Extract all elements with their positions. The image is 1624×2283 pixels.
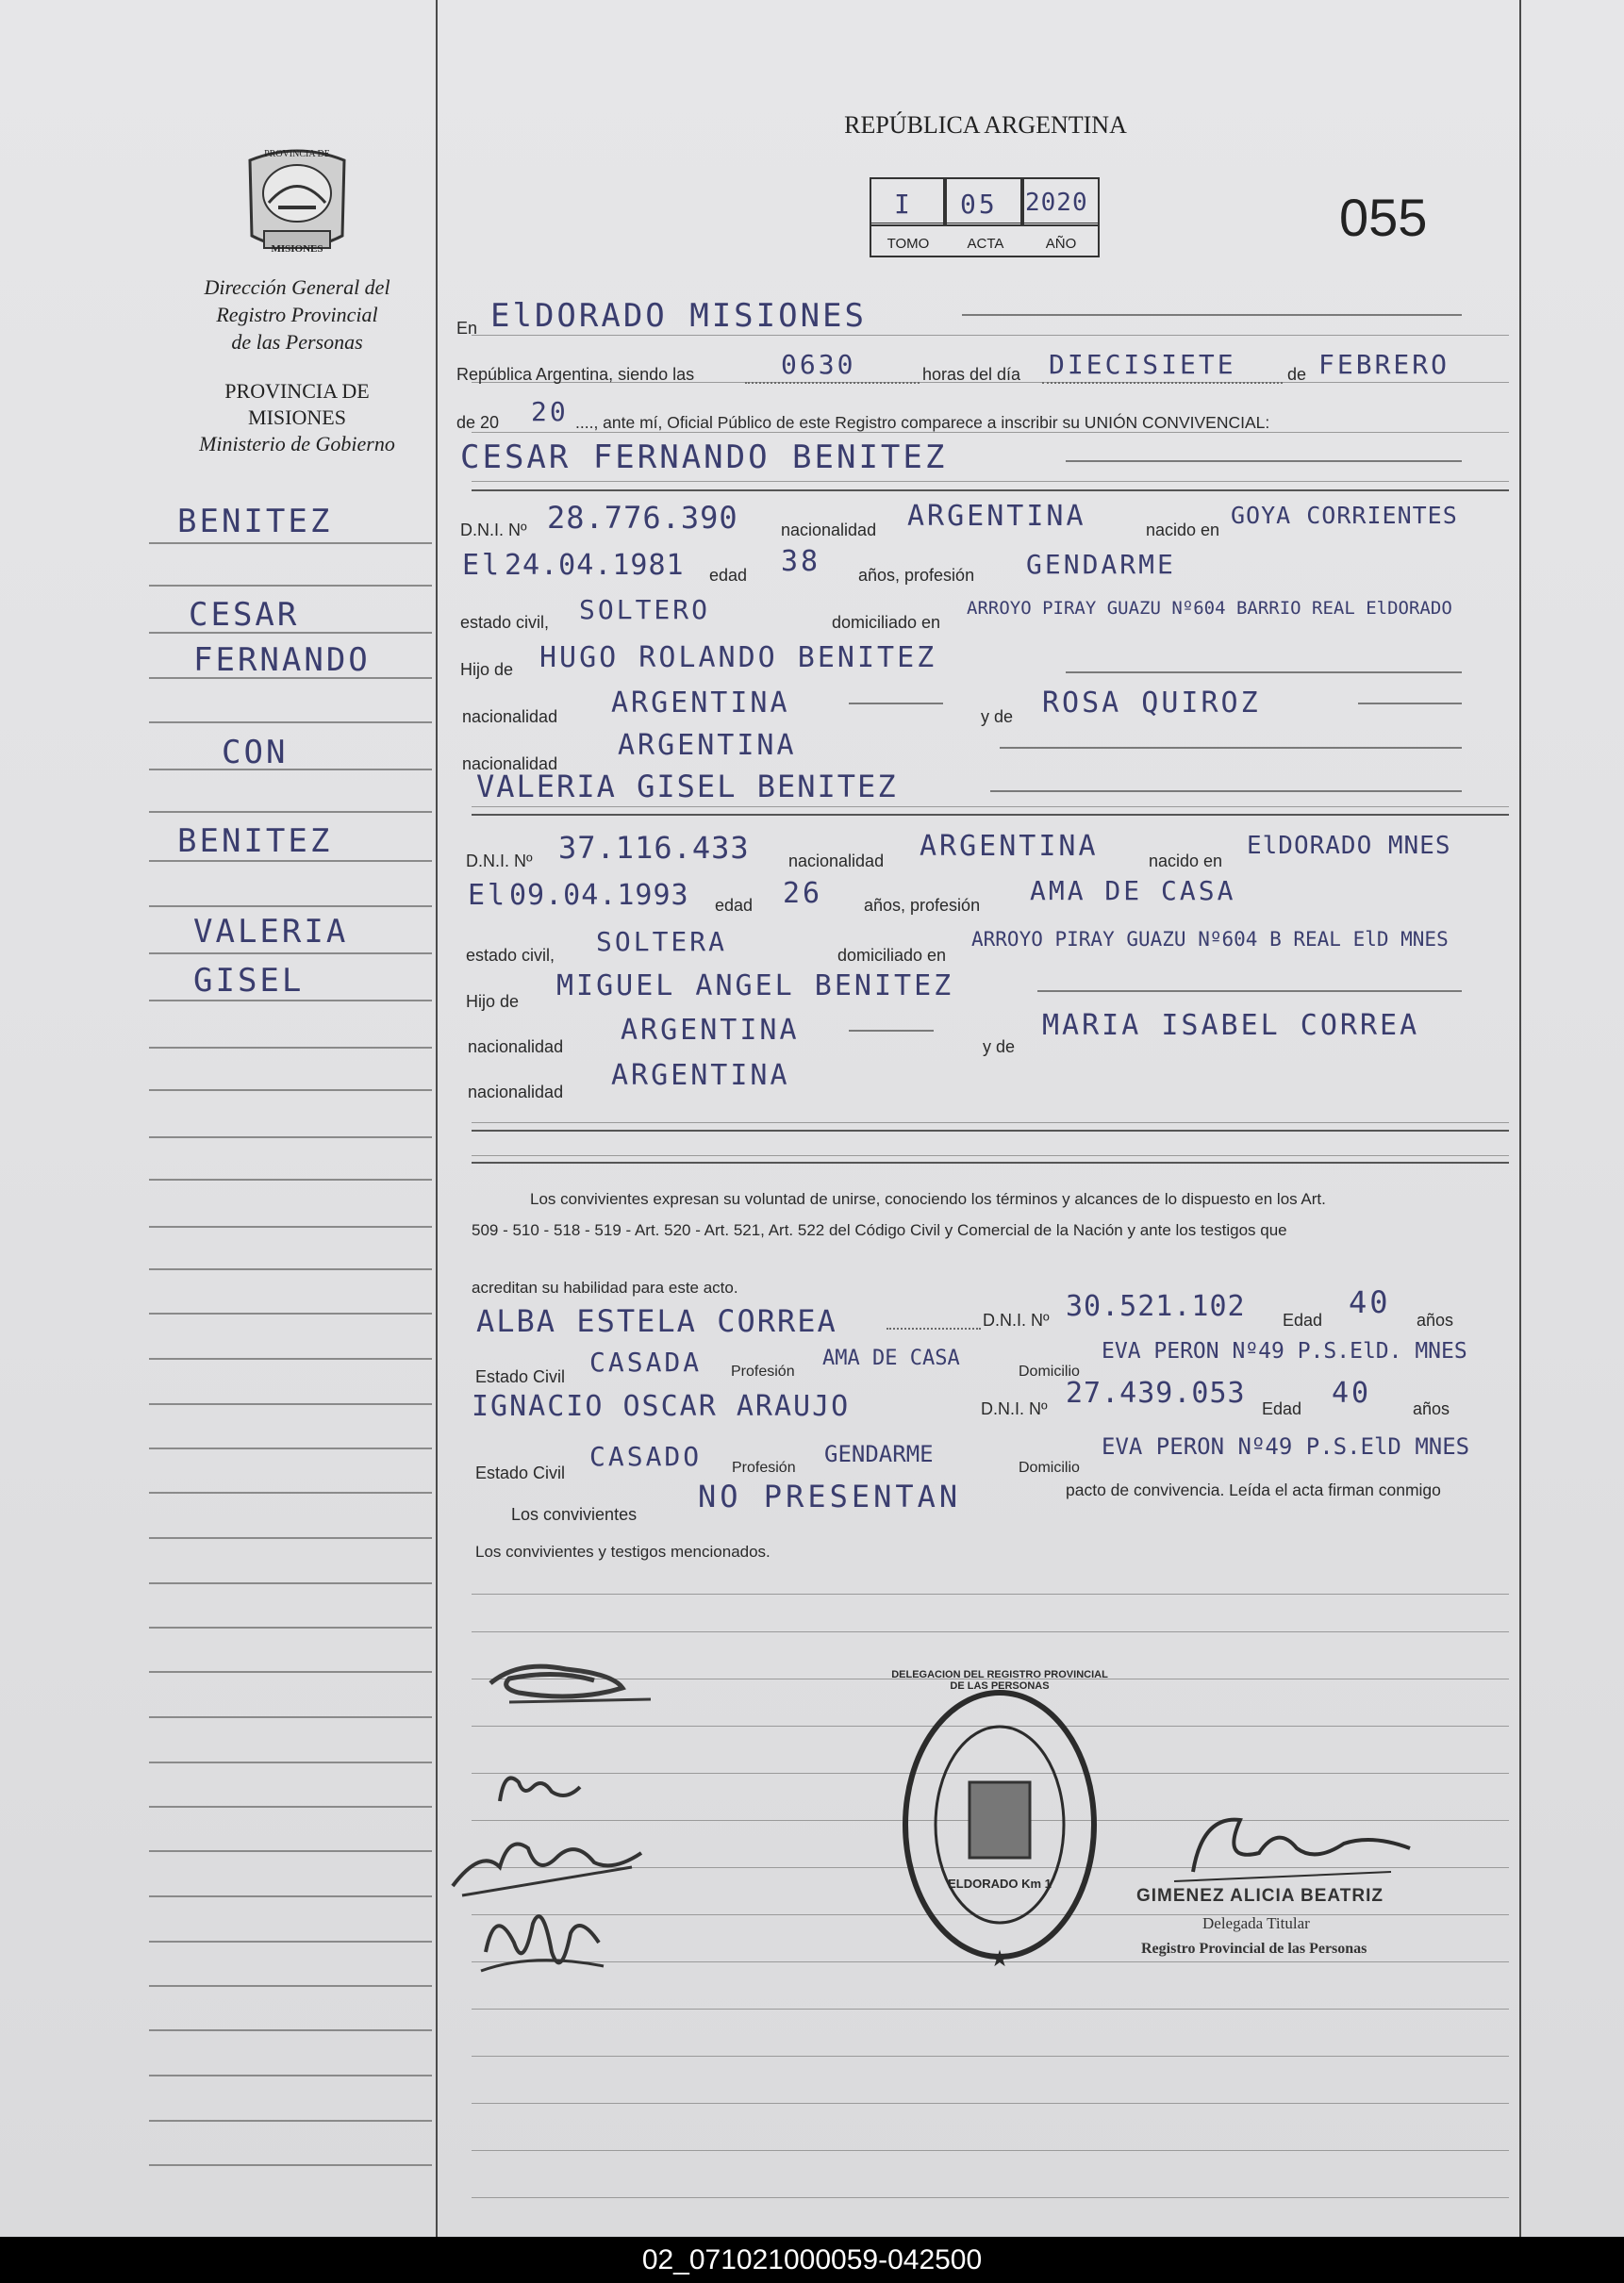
stamp-ring-text: DELEGACION DEL REGISTRO PROVINCIAL DE LAS PERSONAS xyxy=(891,1669,1108,1692)
right-border-rule xyxy=(1519,0,1521,2237)
signature-1-icon xyxy=(481,1650,660,1716)
w2-profession: GENDARME xyxy=(824,1441,934,1467)
margin-line xyxy=(149,905,432,907)
w2-anos-label: años xyxy=(1413,1399,1450,1418)
w1-name: ALBA ESTELA CORREA xyxy=(476,1303,837,1339)
writing-line xyxy=(472,1594,1509,1595)
p2-civil-label: estado civil, xyxy=(466,946,555,965)
hour-value: 0630 xyxy=(781,349,856,380)
official-name: GIMENEZ ALICIA BEATRIZ xyxy=(1136,1886,1384,1906)
writing-line xyxy=(472,2150,1509,2151)
margin-line xyxy=(149,860,432,862)
office-line-2: Registro Provincial xyxy=(216,303,378,326)
office-line-1: Dirección General del xyxy=(204,275,390,299)
de-label: de xyxy=(1287,365,1307,384)
w1-edad-label: Edad xyxy=(1283,1311,1323,1330)
margin-line xyxy=(149,542,432,544)
margin-line xyxy=(149,1403,432,1405)
w1-civil: CASADA xyxy=(589,1347,703,1378)
writing-line xyxy=(472,2103,1509,2104)
writing-line xyxy=(472,806,1509,807)
margin-line xyxy=(149,1762,432,1763)
w1-age: 40 xyxy=(1349,1284,1391,1320)
margin-line xyxy=(149,1895,432,1897)
p2-born-label: nacido en xyxy=(1149,852,1223,870)
republic-label: República Argentina, siendo las xyxy=(456,365,695,384)
p1-prof-label: años, profesión xyxy=(858,566,975,585)
name1-underline xyxy=(1066,460,1462,462)
ministry: Ministerio de Gobierno xyxy=(199,432,395,455)
p1-date-prefix: El xyxy=(462,549,503,582)
margin-surname-1: BENITEZ xyxy=(177,503,333,540)
section-divider xyxy=(472,1130,1509,1132)
writing-line xyxy=(472,2056,1509,2057)
official-role: Delegada Titular xyxy=(1202,1914,1310,1932)
margin-line xyxy=(149,1179,432,1181)
w2-civil-label: Estado Civil xyxy=(475,1464,566,1482)
closing-label: Los convivientes xyxy=(511,1505,638,1524)
acta-value: 05 xyxy=(960,189,998,220)
p2-father-nat: ARGENTINA xyxy=(621,1014,800,1047)
place-underline xyxy=(962,314,1462,316)
margin-line xyxy=(149,1941,432,1943)
margin-line xyxy=(149,1000,432,1001)
margin-line xyxy=(149,1226,432,1228)
writing-line xyxy=(472,1122,1509,1123)
official-org: Registro Provincial de las Personas xyxy=(1141,1941,1367,1957)
p1-born-label: nacido en xyxy=(1146,521,1220,539)
writing-line xyxy=(472,1155,1509,1156)
w2-edad-label: Edad xyxy=(1262,1399,1302,1418)
p2-nac-label: nacionalidad xyxy=(788,852,885,870)
p2-hijo-label: Hijo de xyxy=(466,992,520,1011)
w1-anos-label: años xyxy=(1417,1311,1454,1330)
p1-birthplace: GOYA CORRIENTES xyxy=(1231,502,1458,529)
p2-dni-label: D.N.I. Nº xyxy=(466,852,533,870)
declaration-line-1: Los convivientes expresan su voluntad de unirse, conociendo los términos y alcances de lo dispuesto en los Art. xyxy=(530,1190,1326,1208)
margin-line xyxy=(149,2120,432,2122)
margin-line xyxy=(149,1716,432,1718)
margin-con: CON xyxy=(222,734,289,771)
margin-line xyxy=(149,2029,432,2031)
margin-line xyxy=(149,1448,432,1449)
w2-dni: 27.439.053 xyxy=(1066,1377,1246,1410)
w1-dni-label: D.N.I. Nº xyxy=(983,1311,1050,1330)
closing-rest: pacto de convivencia. Leída el acta firman conmigo xyxy=(1066,1481,1441,1499)
p2-mother: MARIA ISABEL CORREA xyxy=(1042,1009,1420,1042)
en-label: En xyxy=(456,319,478,338)
w2-age: 40 xyxy=(1332,1377,1372,1410)
p2-mother-nat-label: nacionalidad xyxy=(468,1083,564,1101)
writing-line xyxy=(472,2009,1509,2010)
margin-firstname-1: CESAR xyxy=(189,596,300,634)
p1-address: ARROYO PIRAY GUAZU Nº604 BARRIO REAL ElDORADO xyxy=(967,598,1452,619)
w2-dni-label: D.N.I. Nº xyxy=(981,1399,1048,1418)
margin-line xyxy=(149,1268,432,1270)
p1-profession: GENDARME xyxy=(1026,549,1176,580)
w1-prof-label: Profesión xyxy=(731,1364,795,1380)
anio-label: AÑO xyxy=(1045,236,1077,252)
writing-line xyxy=(472,335,1509,336)
section-divider xyxy=(472,1162,1509,1164)
stamp-city: ELDORADO Km 1 xyxy=(948,1877,1052,1891)
section-divider xyxy=(472,489,1509,491)
p2-yde-label: y de xyxy=(983,1037,1016,1056)
label-box-row xyxy=(870,223,1100,257)
p2-civil: SOLTERA xyxy=(596,926,728,957)
p2-mother-nat: ARGENTINA xyxy=(611,1059,790,1092)
year-value: 20 xyxy=(531,396,569,427)
day-dotline xyxy=(1042,382,1283,384)
w1-address: EVA PERON Nº49 P.S.ElD. MNES xyxy=(1102,1339,1467,1364)
signature-3-icon xyxy=(443,1829,651,1905)
p1-mother-nat-label: nacionalidad xyxy=(462,754,558,773)
w2-civil: CASADO xyxy=(589,1441,703,1472)
month-value: FEBRERO xyxy=(1318,349,1450,380)
name2-underline xyxy=(990,790,1462,792)
w1-name-dotline xyxy=(887,1328,981,1330)
p2-father-nat-label: nacionalidad xyxy=(468,1037,564,1056)
acta-label: ACTA xyxy=(967,236,1004,252)
p1-edad-label: edad xyxy=(709,566,748,585)
closing-line-2: Los convivientes y testigos mencionados. xyxy=(475,1543,771,1561)
declaration-line-2: 509 - 510 - 518 - 519 - Art. 520 - Art. 521, Art. 522 del Código Civil y Comercial de la Nación y ante los testigos que xyxy=(472,1221,1287,1239)
margin-line xyxy=(149,1089,432,1091)
province-line-1: PROVINCIA DE xyxy=(224,379,370,403)
w1-dni: 30.521.102 xyxy=(1066,1290,1246,1323)
margin-line xyxy=(149,1047,432,1049)
father1-underline xyxy=(1066,671,1462,673)
margin-line xyxy=(149,1492,432,1494)
fathernat2-underline xyxy=(849,1030,934,1032)
p1-dni: 28.776.390 xyxy=(547,500,738,536)
horas-label: horas del día xyxy=(922,365,1021,384)
margin-line xyxy=(149,585,432,587)
margin-line xyxy=(149,769,432,770)
p1-civil-label: estado civil, xyxy=(460,613,550,632)
father2-underline xyxy=(1037,990,1462,992)
margin-line xyxy=(149,1806,432,1808)
day-value: DIECISIETE xyxy=(1049,349,1236,380)
w2-prof-label: Profesión xyxy=(732,1460,796,1476)
w1-civil-label: Estado Civil xyxy=(475,1367,566,1386)
closing-pact: NO PRESENTAN xyxy=(698,1479,962,1514)
margin-line xyxy=(149,952,432,954)
w1-dom-label: Domicilio xyxy=(1019,1364,1080,1380)
seal-text-top: PROVINCIA DE xyxy=(264,149,330,159)
office-line-3: de las Personas xyxy=(231,330,363,354)
p1-mother-nat: ARGENTINA xyxy=(618,729,797,762)
margin-line xyxy=(149,1850,432,1852)
p1-age: 38 xyxy=(781,545,821,578)
p1-hijo-label: Hijo de xyxy=(460,660,514,679)
official-signature-icon xyxy=(1155,1806,1419,1891)
margin-line xyxy=(149,1627,432,1629)
p1-nationality: ARGENTINA xyxy=(907,500,1086,533)
margin-firstname-2b: GISEL xyxy=(193,962,305,1000)
p1-birthdate: 24.04.1981 xyxy=(505,549,685,582)
margin-line xyxy=(149,1136,432,1138)
person2-fullname: VALERIA GISEL BENITEZ xyxy=(476,769,898,804)
fathernat1-underline xyxy=(849,703,943,704)
svg-text:★: ★ xyxy=(989,1945,1010,1971)
intro-rest: ...., ante mí, Oficial Público de este Registro comparece a inscribir su UNIÓN CONVIVENCIAL: xyxy=(575,413,1270,432)
margin-firstname-2: VALERIA xyxy=(193,913,349,951)
place-value: ElDORADO MISIONES xyxy=(490,297,867,335)
scan-footer-code: 02_071021000059-042500 xyxy=(0,2237,1624,2283)
p1-mother: ROSA QUIROZ xyxy=(1042,687,1261,720)
year-prefix: de 20 xyxy=(456,413,500,432)
mother1-underline xyxy=(1358,703,1462,704)
writing-line xyxy=(472,2197,1509,2198)
margin-line xyxy=(149,1671,432,1673)
margin-line xyxy=(149,1582,432,1584)
writing-line xyxy=(472,1631,1509,1632)
section-divider xyxy=(472,814,1509,816)
act-number: 055 xyxy=(1339,188,1428,247)
province-line-2: MISIONES xyxy=(248,405,346,429)
person1-fullname: CESAR FERNANDO BENITEZ xyxy=(460,438,948,476)
margin-firstname-1b: FERNANDO xyxy=(193,641,371,679)
signature-4-icon xyxy=(476,1895,608,1990)
w1-profession: AMA DE CASA xyxy=(822,1347,960,1370)
declaration-line-3: acreditan su habilidad para este acto. xyxy=(472,1279,738,1297)
country-title: REPÚBLICA ARGENTINA xyxy=(844,111,1127,139)
margin-line xyxy=(149,2075,432,2076)
signature-2-icon xyxy=(490,1763,604,1811)
p1-nac-label: nacionalidad xyxy=(781,521,877,539)
p1-father-nat-label: nacionalidad xyxy=(462,707,558,726)
seal-text-bottom: MISIONES xyxy=(271,243,323,255)
margin-line xyxy=(149,2164,432,2166)
p1-yde-label: y de xyxy=(981,707,1014,726)
w2-dom-label: Domicilio xyxy=(1019,1460,1080,1476)
p2-profession: AMA DE CASA xyxy=(1030,875,1236,906)
p2-birthplace: ElDORADO MNES xyxy=(1247,832,1451,860)
p1-father: HUGO ROLANDO BENITEZ xyxy=(539,641,937,674)
margin-line xyxy=(149,1985,432,1987)
p2-father: MIGUEL ANGEL BENITEZ xyxy=(556,969,954,1002)
margin-line xyxy=(149,1358,432,1360)
p1-dni-label: D.N.I. Nº xyxy=(460,521,527,539)
p2-prof-label: años, profesión xyxy=(864,896,981,915)
w2-address: EVA PERON Nº49 P.S.ElD MNES xyxy=(1102,1433,1470,1460)
margin-line xyxy=(149,811,432,813)
tomo-label: TOMO xyxy=(887,236,930,252)
p2-birthdate: 09.04.1993 xyxy=(509,879,689,912)
margin-line xyxy=(149,1537,432,1539)
p2-nationality: ARGENTINA xyxy=(920,830,1099,863)
registry-stamp-icon xyxy=(887,1679,1113,1971)
tomo-value: I xyxy=(894,189,913,220)
p2-date-prefix: El xyxy=(468,879,508,912)
margin-line xyxy=(149,721,432,723)
p2-dni: 37.116.433 xyxy=(558,830,750,866)
hour-dotline xyxy=(745,382,920,384)
margin-line xyxy=(149,1313,432,1315)
p2-age: 26 xyxy=(783,877,823,910)
writing-line xyxy=(472,481,1509,482)
p1-civil: SOLTERO xyxy=(579,594,711,625)
p2-edad-label: edad xyxy=(715,896,754,915)
mothernat1-underline xyxy=(1000,747,1462,749)
margin-surname-2: BENITEZ xyxy=(177,822,333,860)
p2-dom-label: domiciliado en xyxy=(837,946,947,965)
p1-father-nat: ARGENTINA xyxy=(611,687,790,720)
anio-value: 2020 xyxy=(1025,189,1088,217)
left-border-rule xyxy=(436,0,438,2237)
p1-dom-label: domiciliado en xyxy=(832,613,941,632)
w2-name: IGNACIO OSCAR ARAUJO xyxy=(472,1390,851,1423)
p2-address: ARROYO PIRAY GUAZU Nº604 B REAL ElD MNES xyxy=(971,928,1449,951)
